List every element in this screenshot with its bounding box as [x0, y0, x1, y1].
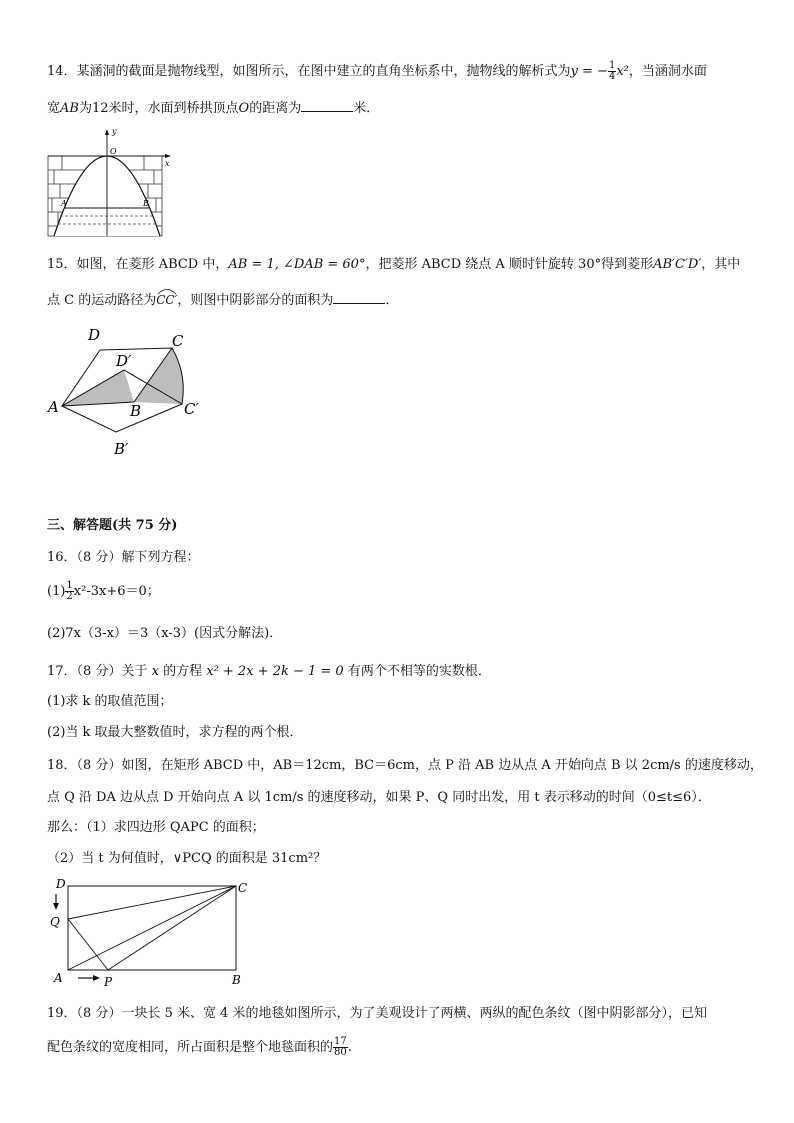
- label-d-prime: D′: [116, 352, 132, 370]
- q14-text-2a: 宽: [47, 101, 61, 116]
- q15-line-2: [47, 289, 398, 308]
- q18-line-1: 18．（8 分）如图，在矩形 ABCD 中，AB＝12cm，BC＝6cm，点 P 沿 AB 边从点 A 开始向点 B 以 2cm/s 的速度移动，: [47, 758, 763, 773]
- q14-formula-rhs: x²: [616, 64, 629, 79]
- label-a: A: [48, 398, 59, 416]
- q17-part-2: (2)当 k 取最大整数值时，求方程的两个根．: [47, 725, 303, 740]
- label-p: P: [104, 975, 113, 988]
- q19-line-2: 配色条纹的宽度相同，所占面积是整个地毯面积的 $\frac{17}{80}$ .: [47, 1036, 352, 1058]
- q14-text-2b: 为12米时，水面到桥拱顶点: [78, 101, 239, 116]
- label-c: C: [172, 332, 184, 350]
- q15-text-2c: ．: [385, 293, 399, 308]
- q15-text-2a: 点 C 的运动路径为: [47, 293, 157, 308]
- label-c-prime: C′: [184, 400, 199, 418]
- q18-line-3: 那么：（1）求四边形 QAPC 的面积；: [47, 820, 265, 835]
- y-axis-label: y: [112, 127, 117, 136]
- label-b: B: [232, 973, 241, 987]
- q14-formula-fraction: $\frac{1}{4}$: [608, 60, 616, 82]
- label-c: C: [238, 881, 248, 895]
- point-b-label: B: [143, 199, 149, 208]
- q17-equation: x² + 2x + 2k − 1 = 0: [206, 664, 344, 679]
- q18-figure: [46, 876, 256, 988]
- q14-ab: AB: [60, 101, 79, 116]
- segment-ac: [68, 886, 236, 970]
- q14-text-end: ，当涵洞水面: [628, 64, 707, 79]
- q14-answer-blank[interactable]: [301, 99, 353, 112]
- q18-line-4: （2）当 t 为何值时，∨PCQ 的面积是 31cm²？: [47, 851, 327, 866]
- q14-text-2d: 米．: [353, 101, 380, 116]
- q19-line-1: 19．（8 分）一块长 5 米、宽 4 米的地毯如图所示，为了美观设计了两横、两纵的配色条纹（图中阴影部分），已知: [47, 1006, 708, 1021]
- q16-part-1: [47, 580, 160, 602]
- q14-text: 14．某涵洞的截面是抛物线型，如图所示，在图中建立的直角坐标系中，抛物线的解析式为: [47, 64, 571, 79]
- q15-text-2b: ，则图中阴影部分的面积为: [177, 293, 334, 308]
- q14-formula-lhs: y = −: [570, 64, 608, 79]
- point-a-label: A: [61, 199, 67, 208]
- label-a: A: [54, 971, 63, 985]
- q15-text-1b: ，把菱形 ABCD 绕点 A 顺时针旋转 30°得到菱形: [365, 257, 654, 272]
- q17-title: 17．（8 分）关于 x 的方程 x² + 2x + 2k − 1 = 0 有两个不相等的实数根．: [47, 664, 491, 679]
- label-d: D: [56, 877, 66, 891]
- origin-label: O: [110, 147, 117, 156]
- q14-text-2c: 的距离为: [249, 101, 302, 116]
- q16-part-2: (2)7x（3-x）＝3（x-3）(因式分解法)．: [47, 626, 283, 641]
- q15-condition: AB = 1, ∠DAB = 60°: [228, 257, 366, 272]
- q15-figure: [44, 324, 224, 464]
- q19-fraction: $\frac{17}{80}$: [334, 1036, 347, 1058]
- q14-line-1: [47, 60, 707, 82]
- label-q: Q: [50, 915, 60, 929]
- q15-line-1: [47, 253, 740, 272]
- q16-p1-label: (1): [47, 584, 66, 599]
- q15-answer-blank[interactable]: [333, 291, 385, 304]
- label-d: D: [88, 326, 101, 344]
- section-3-heading: 三、解答题(共 75 分): [47, 518, 178, 533]
- q16-title: 16．（8 分）解下列方程：: [47, 550, 200, 565]
- shaded-triangle: [62, 370, 134, 406]
- q14-figure: [44, 126, 174, 238]
- x-axis-label: x: [165, 159, 170, 168]
- q14-line-2: [47, 97, 379, 116]
- q15-rhombus-prime: AB′C′D′: [653, 257, 702, 272]
- q17-part-1: (1)求 k 的取值范围；: [47, 694, 173, 709]
- q15-text-1a: 15．如图，在菱形 ABCD 中，: [47, 257, 229, 272]
- label-b: B: [130, 402, 142, 420]
- q16-p1-fraction: $\frac{1}{2}$: [66, 580, 73, 602]
- segment-qp: [68, 919, 108, 970]
- q18-line-2: 点 Q 沿 DA 边从点 D 开始向点 A 以 1cm/s 的速度移动，如果 P、Q 同时出发，用 t 表示移动的时间（0≤t≤6）．: [47, 790, 711, 805]
- q16-p1-equation: x²-3x+6＝0；: [73, 584, 160, 599]
- q14-o: O: [238, 101, 250, 116]
- label-b-prime: B′: [114, 440, 129, 458]
- q15-arc: CC′: [156, 293, 177, 307]
- q15-text-1c: ，其中: [701, 257, 741, 272]
- arc-mark-icon: [156, 287, 178, 295]
